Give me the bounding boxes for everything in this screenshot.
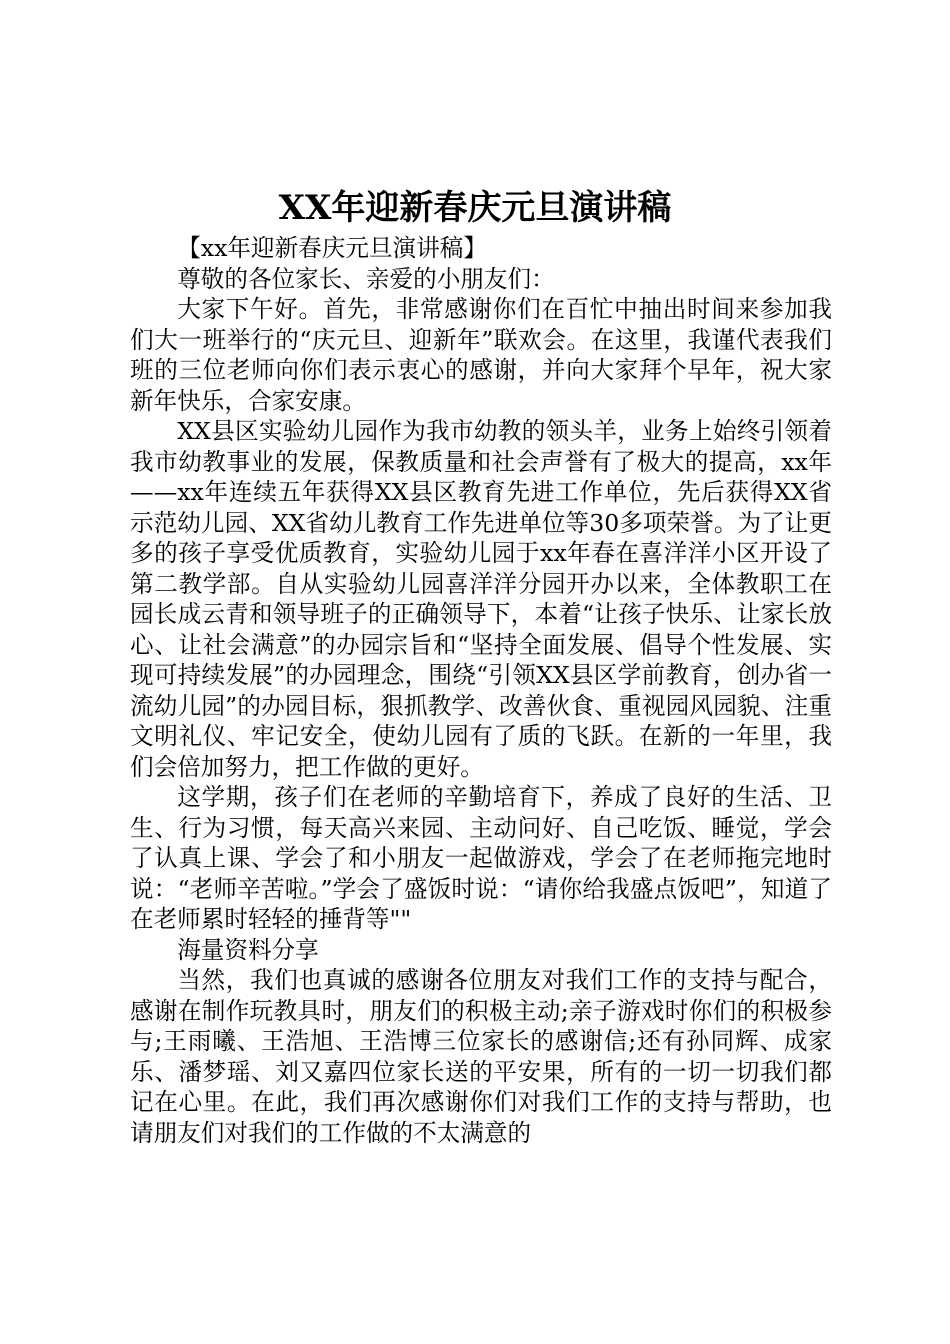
paragraph-semester-progress: 这学期，孩子们在老师的辛勤培育下，养成了良好的生活、卫生、行为习惯，每天高兴来园、主动问好、自己吃饭、睡觉，学会了认真上课、学会了和小朋友一起做游戏，学会了在老师拖完地时说：“老师辛苦啦。”学会了盛饭时说：“请你给我盛点饭吧”，知道了在老师累时轻轻的捶背等"" [130,783,832,933]
paragraph-share-note: 海量资料分享 [177,935,319,964]
paragraph-kindergarten-intro: XX县区实验幼儿园作为我市幼教的领头羊，业务上始终引领着我市幼教事业的发展，保教质量和社会声誉有了极大的提高，xx年——xx年连续五年获得XX县区教育先进工作单位，先后获得XX省示范幼儿园、XX省幼儿教育工作先进单位等30多项荣誉。为了让更多的孩子享受优质教育，实验幼儿园于xx年春在喜洋洋小区开设了第二教学部。自从实验幼儿园喜洋洋分园开办以来，全体教职工在园长成云青和领导班子的正确领导下，本着“让孩子快乐、让家长放心、让社会满意”的办园宗旨和“坚持全面发展、倡导个性发展、实现可持续发展”的办园理念，围绕“引领XX县区学前教育，创办省一流幼儿园”的办园目标，狠抓教学、改善伙食、重视园风园貌、注重文明礼仪、牢记安全，使幼儿园有了质的飞跃。在新的一年里，我们会倍加努力，把工作做的更好。 [130,417,832,781]
document-body [130,233,832,1148]
paragraph-subtitle: 【xx年迎新春庆元旦演讲稿】 [177,234,487,262]
paragraph-salutation: 尊敬的各位家长、亲爱的小朋友们： [177,264,555,293]
paragraph-greeting: 大家下午好。首先，非常感谢你们在百忙中抽出时间来参加我们大一班举行的“庆元旦、迎新年”联欢会。在这里，我谨代表我们班的三位老师向你们表示衷心的感谢，并向大家拜个早年，祝大家新年快乐，合家安康。 [130,295,832,415]
paragraph-thanks: 当然，我们也真诚的感谢各位朋友对我们工作的支持与配合，感谢在制作玩教具时，朋友们的积极主动;亲子游戏时你们的积极参与;王雨曦、王浩旭、王浩博三位家长的感谢信;还有孙同辉、成家乐、潘梦瑶、刘又嘉四位家长送的平安果，所有的一切一切我们都记在心里。在此，我们再次感谢你们对我们工作的支持与帮助，也请朋友们对我们的工作做的不太满意的 [130,966,832,1147]
document-title: XX年迎新春庆元旦演讲稿 [278,188,672,228]
